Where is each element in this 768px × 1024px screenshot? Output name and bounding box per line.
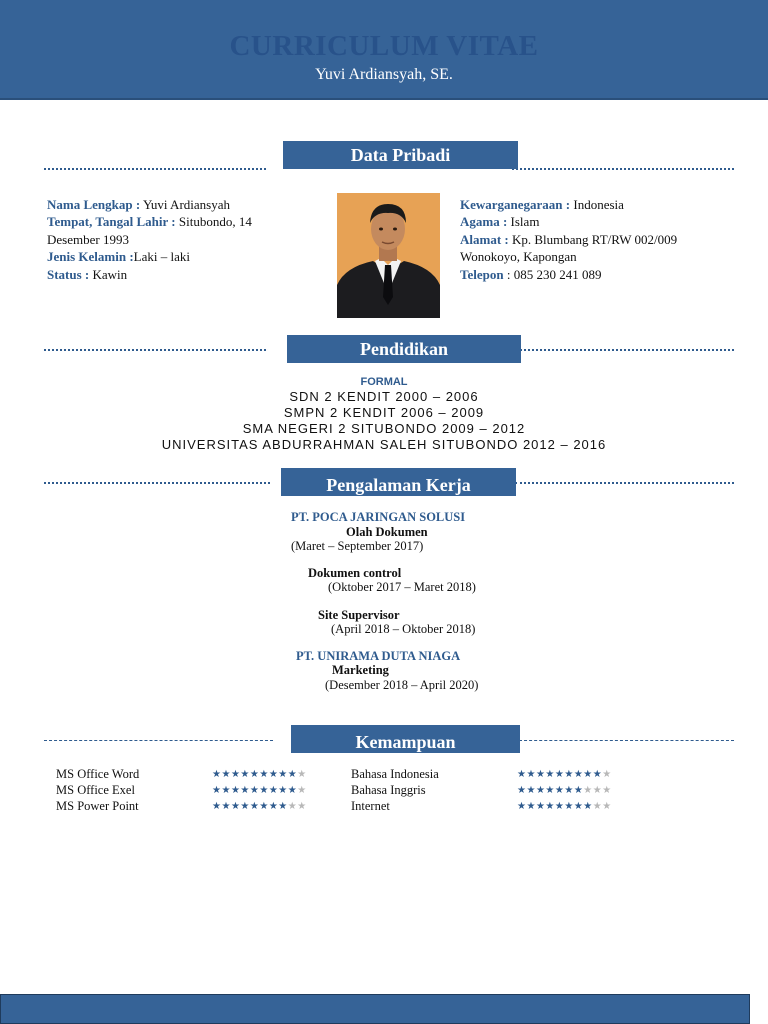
skill-rating — [212, 801, 307, 812]
section-title-experience: Pengalaman Kerja — [281, 468, 516, 496]
star-filled-icon: ★ — [212, 785, 222, 796]
job-period: (April 2018 – Oktober 2018) — [331, 622, 476, 636]
page-title: CURRICULUM VITAE — [229, 30, 539, 62]
education-formal-label: FORMAL — [360, 376, 408, 388]
religion-label: Agama : — [460, 214, 508, 230]
star-filled-icon: ★ — [278, 785, 288, 796]
star-empty-icon: ★ — [592, 785, 603, 796]
star-filled-icon: ★ — [545, 769, 555, 780]
star-filled-icon: ★ — [259, 785, 269, 796]
star-filled-icon: ★ — [517, 769, 527, 780]
star-empty-icon: ★ — [602, 769, 612, 780]
star-filled-icon: ★ — [278, 769, 288, 780]
status-label: Status : — [47, 266, 90, 282]
star-empty-icon: ★ — [287, 801, 298, 812]
job-period: (Maret – September 2017) — [291, 539, 424, 553]
star-filled-icon: ★ — [259, 769, 269, 780]
star-empty-icon: ★ — [583, 785, 593, 796]
skill-name: Internet — [351, 799, 390, 813]
personal-info-left — [47, 196, 297, 283]
job-role: Dokumen control — [308, 566, 402, 580]
star-filled-icon: ★ — [230, 769, 241, 780]
section-title-skills: Kemampuan — [291, 725, 520, 753]
star-empty-icon: ★ — [602, 785, 612, 796]
header-banner — [0, 0, 768, 100]
section-divider-left — [44, 740, 273, 741]
skill-name: MS Office Word — [56, 767, 140, 781]
star-filled-icon: ★ — [545, 801, 555, 812]
section-divider-left — [44, 349, 266, 351]
education-item: SDN 2 KENDIT 2000 – 2006 — [289, 389, 479, 404]
skill-name: MS Power Point — [56, 799, 139, 813]
star-filled-icon: ★ — [554, 769, 565, 780]
star-filled-icon: ★ — [535, 769, 546, 780]
gender-label: Jenis Kelamin : — [47, 249, 134, 265]
job-period: (Oktober 2017 – Maret 2018) — [328, 580, 476, 594]
phone-value: : 085 230 241 089 — [506, 266, 602, 282]
star-filled-icon: ★ — [287, 785, 298, 796]
star-filled-icon: ★ — [240, 801, 250, 812]
section-divider-right — [515, 482, 734, 484]
profile-photo — [337, 193, 440, 318]
skill-rating — [517, 785, 612, 796]
star-filled-icon: ★ — [535, 801, 546, 812]
star-filled-icon: ★ — [278, 801, 288, 812]
star-filled-icon: ★ — [573, 769, 584, 780]
star-empty-icon: ★ — [297, 769, 307, 780]
star-filled-icon: ★ — [554, 785, 565, 796]
star-filled-icon: ★ — [545, 785, 555, 796]
star-filled-icon: ★ — [249, 801, 260, 812]
star-filled-icon: ★ — [268, 801, 279, 812]
star-empty-icon: ★ — [297, 785, 307, 796]
address-label: Alamat : — [460, 231, 509, 247]
skill-rating — [517, 769, 612, 780]
section-divider-right — [512, 168, 734, 170]
job-role: Marketing — [332, 663, 389, 677]
company-name: PT. POCA JARINGAN SOLUSI — [291, 510, 466, 524]
section-title-education: Pendidikan — [287, 335, 521, 363]
full-name-label: Nama Lengkap : — [47, 197, 141, 212]
star-filled-icon: ★ — [240, 785, 250, 796]
star-filled-icon: ★ — [583, 801, 593, 812]
star-filled-icon: ★ — [526, 801, 536, 812]
skill-rating — [212, 785, 307, 796]
star-filled-icon: ★ — [221, 785, 231, 796]
education-list — [0, 389, 768, 453]
star-filled-icon: ★ — [573, 801, 584, 812]
footer-banner — [0, 994, 750, 1024]
job-role: Site Supervisor — [318, 608, 400, 622]
section-divider-left — [44, 482, 270, 484]
star-filled-icon: ★ — [592, 769, 603, 780]
star-filled-icon: ★ — [249, 769, 260, 780]
star-filled-icon: ★ — [564, 801, 574, 812]
star-empty-icon: ★ — [602, 801, 612, 812]
skill-name: MS Office Exel — [56, 783, 135, 797]
gender-value: Laki – laki — [133, 249, 190, 265]
person-portrait-icon — [337, 193, 440, 318]
star-filled-icon: ★ — [212, 769, 222, 780]
star-filled-icon: ★ — [583, 769, 593, 780]
star-filled-icon: ★ — [249, 785, 260, 796]
citizenship-value: Indonesia — [573, 197, 624, 212]
star-filled-icon: ★ — [230, 785, 241, 796]
education-item: SMA NEGERI 2 SITUBONDO 2009 – 2012 — [242, 421, 526, 436]
skill-rating — [212, 769, 307, 780]
star-filled-icon: ★ — [526, 785, 536, 796]
birth-value-line1: Situbondo, 14 — [178, 214, 252, 230]
personal-info-right — [460, 196, 750, 283]
star-filled-icon: ★ — [517, 785, 527, 796]
job-role: Olah Dokumen — [346, 525, 428, 539]
citizenship-label: Kewarganegaraan : — [460, 197, 571, 212]
education-item: SMPN 2 KENDIT 2006 – 2009 — [283, 405, 485, 420]
star-empty-icon: ★ — [592, 801, 603, 812]
star-filled-icon: ★ — [554, 801, 565, 812]
company-name: PT. UNIRAMA DUTA NIAGA — [296, 649, 461, 663]
address-value-line2: Wonokoyo, Kapongan — [460, 249, 577, 265]
education-item: UNIVERSITAS ABDURRAHMAN SALEH SITUBONDO 2012 – 2016 — [161, 437, 607, 452]
star-filled-icon: ★ — [221, 769, 231, 780]
status-value: Kawin — [92, 266, 128, 282]
star-filled-icon: ★ — [212, 801, 222, 812]
birth-label: Tempat, Tangal Lahir : — [47, 214, 176, 230]
full-name-value: Yuvi Ardiansyah — [142, 197, 230, 212]
star-filled-icon: ★ — [221, 801, 231, 812]
skill-name: Bahasa Inggris — [351, 783, 426, 797]
skill-name: Bahasa Indonesia — [351, 767, 439, 781]
star-filled-icon: ★ — [517, 801, 527, 812]
religion-value: Islam — [510, 214, 540, 230]
star-filled-icon: ★ — [287, 769, 298, 780]
star-filled-icon: ★ — [240, 769, 250, 780]
address-value-line1: Kp. Blumbang RT/RW 002/009 — [512, 231, 678, 247]
star-filled-icon: ★ — [564, 769, 574, 780]
star-filled-icon: ★ — [526, 769, 536, 780]
star-empty-icon: ★ — [297, 801, 307, 812]
star-filled-icon: ★ — [230, 801, 241, 812]
star-filled-icon: ★ — [268, 769, 279, 780]
birth-value-line2: Desember 1993 — [47, 231, 129, 247]
section-title-personal: Data Pribadi — [283, 141, 518, 169]
star-filled-icon: ★ — [535, 785, 546, 796]
section-divider-right — [519, 740, 734, 741]
star-filled-icon: ★ — [564, 785, 574, 796]
phone-label: Telepon — [460, 266, 504, 282]
job-period: (Desember 2018 – April 2020) — [325, 678, 479, 692]
section-divider-right — [520, 349, 734, 351]
star-filled-icon: ★ — [259, 801, 269, 812]
skill-rating — [517, 801, 612, 812]
star-filled-icon: ★ — [268, 785, 279, 796]
section-divider-left — [44, 168, 266, 170]
person-name: Yuvi Ardiansyah, SE. — [315, 66, 453, 83]
star-filled-icon: ★ — [573, 785, 584, 796]
